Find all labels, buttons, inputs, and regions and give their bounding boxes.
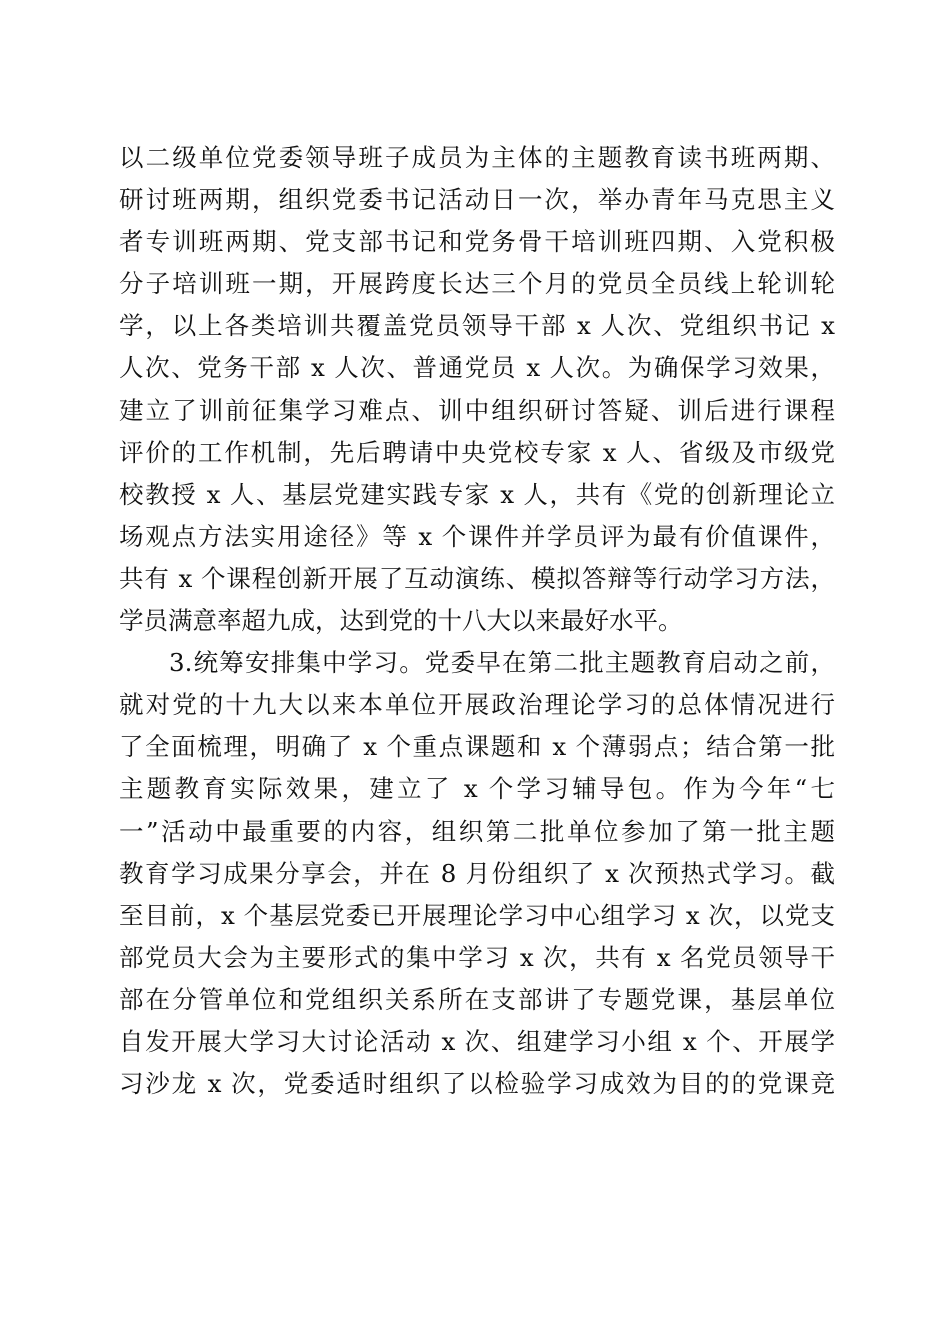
text-line: 者专训班两期、党支部书记和党务骨干培训班四期、入党积极 xyxy=(119,227,835,257)
text-line: 一”活动中最重要的内容，组织第二批单位参加了第一批主题 xyxy=(119,816,835,846)
text-line: 共有 x 个课程创新开展了互动演练、模拟答辩等行动学习方法， xyxy=(119,563,835,593)
text-line: 教育学习成果分享会，并在 8 月份组织了 x 次预热式学习。截 xyxy=(119,858,835,888)
text-line: 建立了训前征集学习难点、训中组织研讨答疑、训后进行课程 xyxy=(119,395,835,425)
text-line: 场观点方法实用途径》等 x 个课件并学员评为最有价值课件， xyxy=(119,521,835,551)
body-text xyxy=(119,137,835,1105)
text-line: 部在分管单位和党组织关系所在支部讲了专题党课，基层单位 xyxy=(119,984,835,1014)
text-line: 研讨班两期，组织党委书记活动日一次，举办青年马克思主义 xyxy=(119,185,835,215)
text-line: 自发开展大学习大讨论活动 x 次、组建学习小组 x 个、开展学 xyxy=(119,1026,835,1056)
text-line: 评价的工作机制，先后聘请中央党校专家 x 人、省级及市级党 xyxy=(119,437,835,467)
text-line: 分子培训班一期，开展跨度长达三个月的党员全员线上轮训轮 xyxy=(119,269,835,299)
text-line: 人次、党务干部 x 人次、普通党员 x 人次。为确保学习效果， xyxy=(119,353,835,383)
text-line: 学，以上各类培训共覆盖党员领导干部 x 人次、党组织书记 x xyxy=(119,311,835,341)
text-line: 以二级单位党委领导班子成员为主体的主题教育读书班两期、 xyxy=(119,143,835,172)
text-line: 了全面梳理，明确了 x 个重点课题和 x 个薄弱点；结合第一批 xyxy=(119,732,835,762)
text-line: 习沙龙 x 次，党委适时组织了以检验学习成效为目的的党课竞 xyxy=(119,1069,835,1099)
text-line: 学员满意率超九成，达到党的十八大以来最好水平。 xyxy=(119,606,683,636)
text-line: 校教授 x 人、基层党建实践专家 x 人，共有《党的创新理论立 xyxy=(119,479,835,509)
section-heading-line: 3.统筹安排集中学习。党委早在第二批主题教育启动之前， xyxy=(169,648,835,678)
text-line: 主题教育实际效果，建立了 x 个学习辅导包。作为今年“七 xyxy=(119,774,835,804)
text-line: 至目前，x 个基层党委已开展理论学习中心组学习 x 次，以党支 xyxy=(119,900,835,930)
text-line: 就对党的十九大以来本单位开展政治理论学习的总体情况进行 xyxy=(119,690,835,720)
text-line: 部党员大会为主要形式的集中学习 x 次，共有 x 名党员领导干 xyxy=(119,942,835,972)
